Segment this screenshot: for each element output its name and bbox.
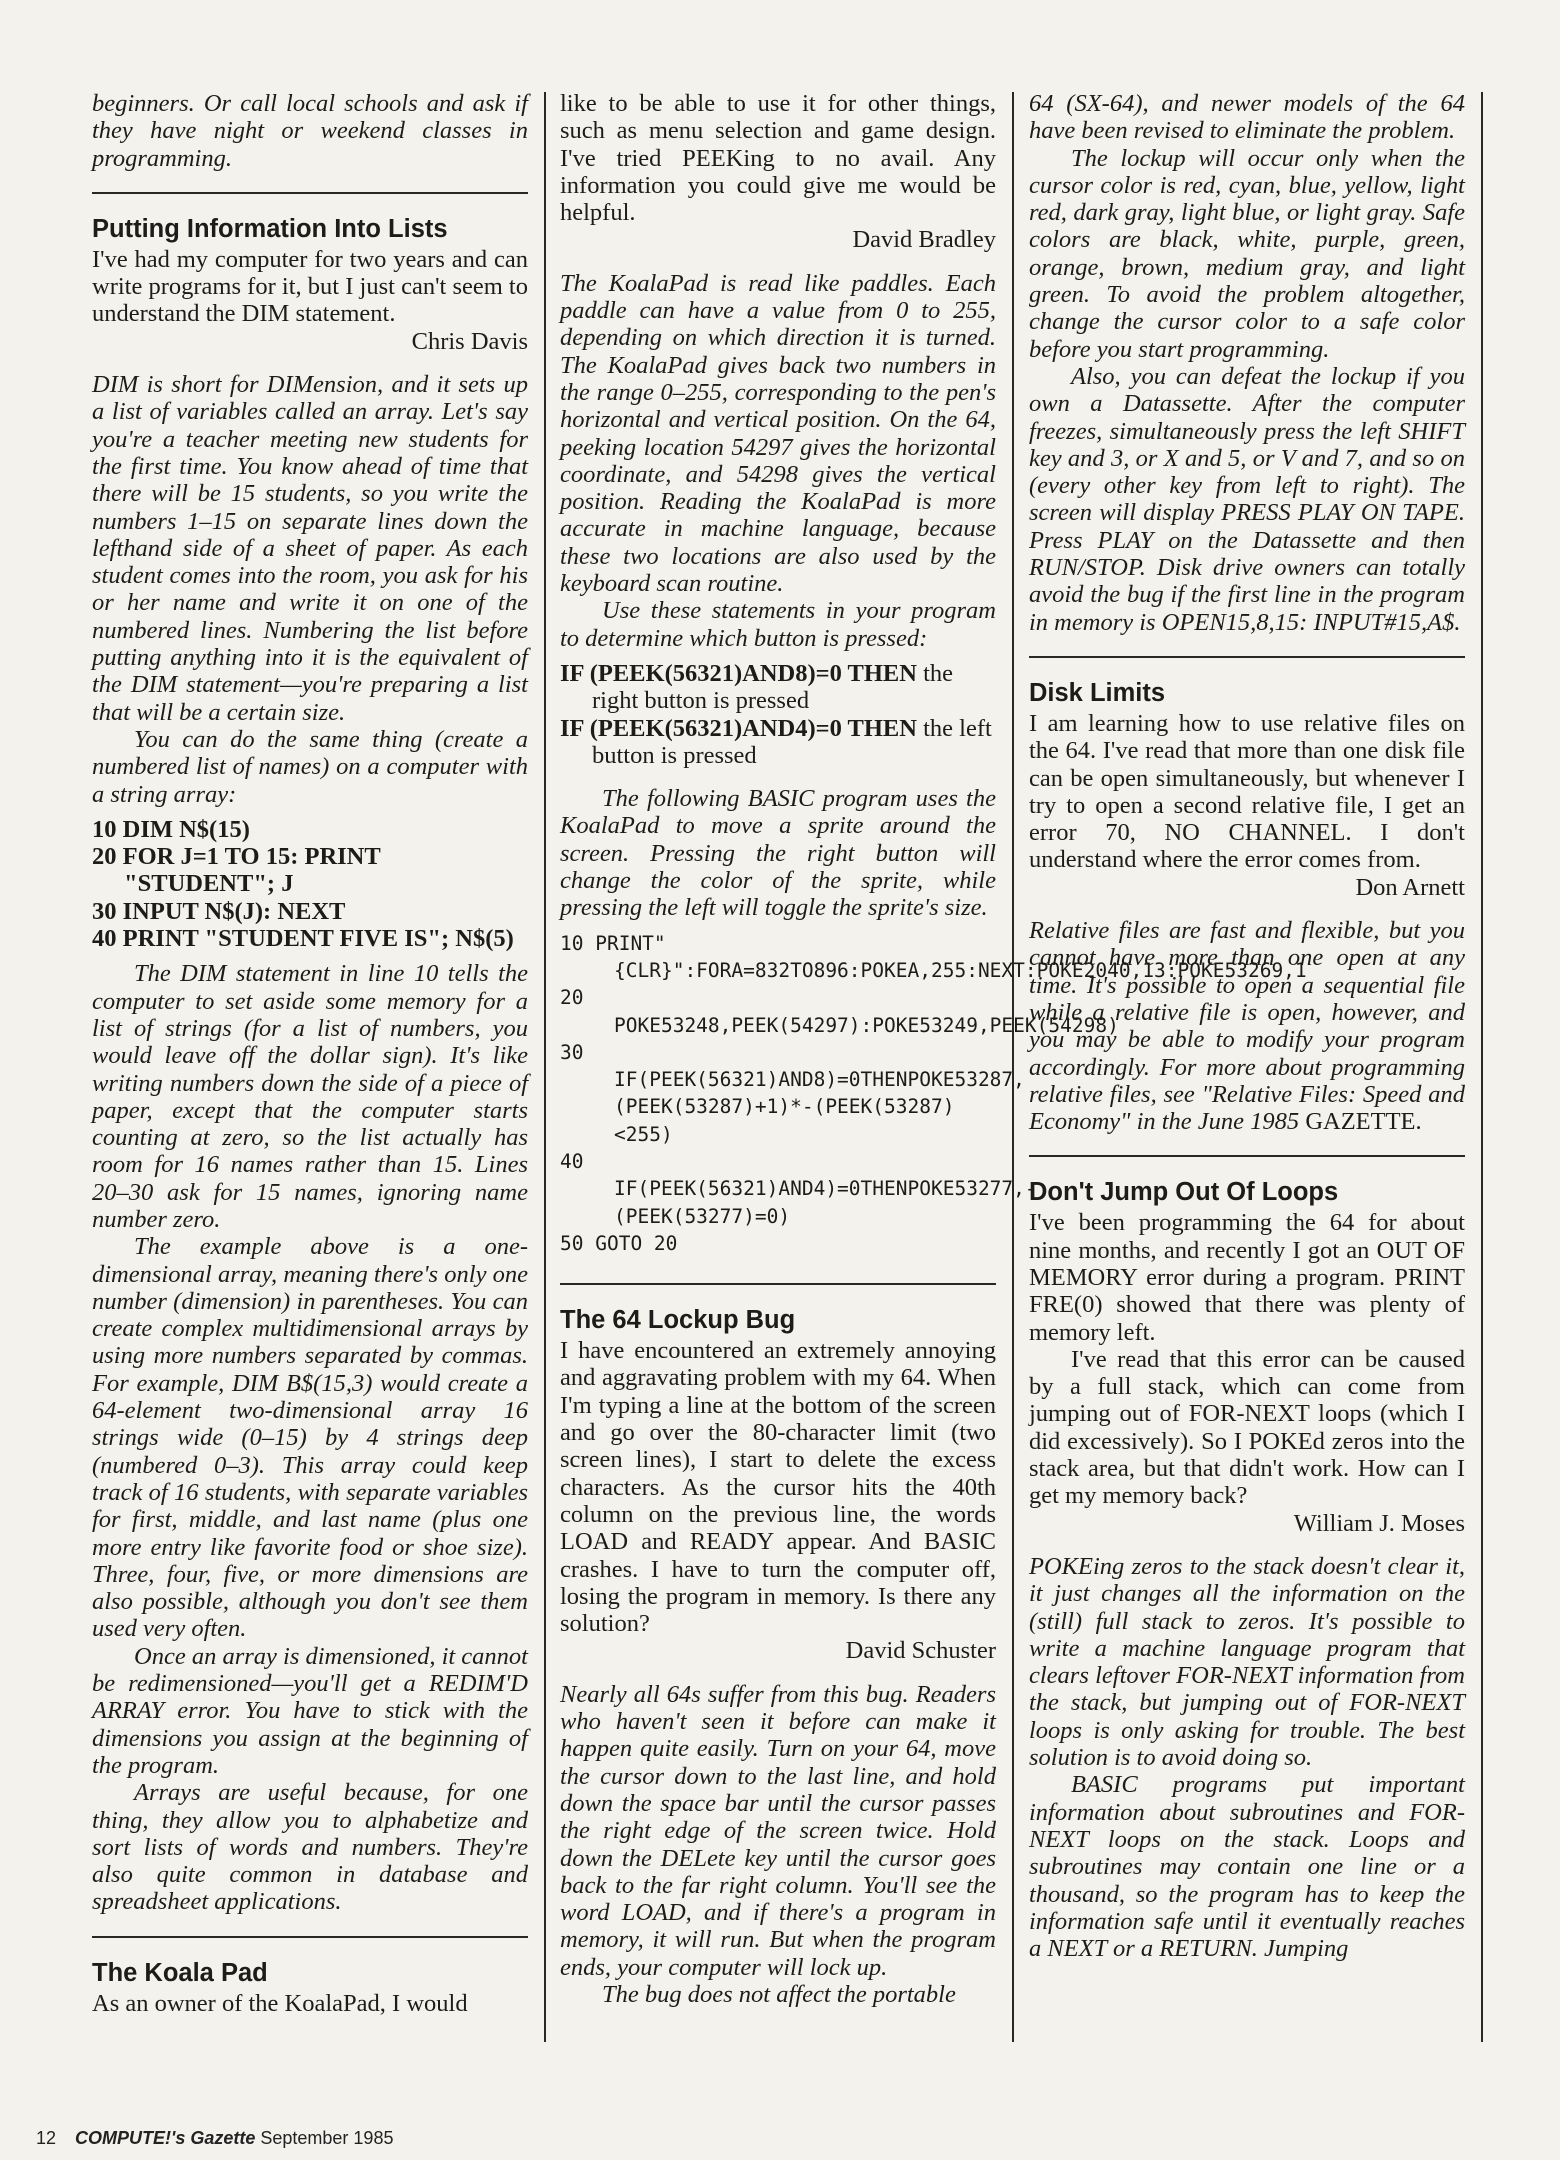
listing-line: 10 PRINT"{CLR}":FORA=832TO896:POKEA,255:NEXT:POKE2040,13:POKE53269,1 — [560, 931, 1307, 982]
section-divider — [560, 1283, 996, 1285]
letter-signature: Chris Davis — [411, 327, 528, 355]
answer-paragraph: The lockup will occur only when the cursor color is red, cyan, blue, yellow, light red, dark gray, light blue, or light gray. Safe colors are black, white, purple, green, orange, brown, medium gray, and light green. To avoid the problem altogether, change the cursor color to a safe color before you start programming. — [1029, 144, 1465, 363]
section-divider — [1029, 1155, 1465, 1157]
section-title-dont-jump-out-of-loops: Don't Jump Out Of Loops — [1029, 1178, 1339, 1207]
answer-paragraph: Relative files are fast and flexible, but you cannot have more than one open at any time. It's possible to open a sequential file while a relative file is open, however, and you may be able to modify your program accordingly. For more about programming relative files, see "Relative Files: Speed and Economy" in the June 1985 GAZETTE. — [1029, 917, 1465, 1136]
answer-paragraph: The example above is a one-dimensional array, meaning there's only one number (dimension) in parentheses. You can create complex multidimensional arrays by using more numbers separated by commas. For example, DIM B$(15,3) would create a 64-element two-dimensional array 16 strings wide (0–15) by 4 strings deep (numbered 0–3). This array could keep track of 16 students, with separate variables for first, middle, and last name (plus one more entry like favorite food or shoe size). Three, four, five, or more dimensions are also possible, although you don't see them used very often. — [92, 1233, 528, 1643]
letter-signature: Don Arnett — [1355, 873, 1465, 901]
reader-letter: I have encountered an extremely annoying and aggravating problem with my 64. When I'm typing a line at the bottom of the screen and go over the 80-character limit (two screen lines), I start to delete the excess characters. As the cursor hits the 40th column on the previous line, the words LOAD and READY appear. And BASIC crashes. I have to turn the computer off, losing the program in memory. Is there any solution? — [560, 1337, 996, 1638]
code-line: 40 PRINT "STUDENT FIVE IS"; N$(5) — [92, 925, 514, 953]
answer-paragraph: POKEing zeros to the stack doesn't clear it, it just changes all the information on the (still) full stack to zeros. It's possible to write a machine language program that clears leftover FOR-NEXT information from the stack, but jumping out of FOR-NEXT loops is only asking for trouble. The best solution is to avoid doing so. — [1029, 1552, 1465, 1772]
answer-paragraph: The following BASIC program uses the KoalaPad to move a sprite around the screen. Pressing the right button will change the color of the sprite, while pressing the left will toggle the sprite's size. — [560, 785, 996, 922]
answer-paragraph: The bug does not affect the portable — [602, 1981, 956, 2008]
letter-signature: David Bradley — [852, 226, 996, 254]
reader-letter: I've read that this error can be caused by a full stack, which can come from jumping out of FOR-NEXT loops (which I did excessively). So I POKEd zeros into the stack area, but that didn't work. How can I get my memory back? — [1029, 1345, 1465, 1510]
listing-line: 40 IF(PEEK(56321)AND4)=0THENPOKE53277,-(PEEK(53277)=0) — [560, 1149, 1037, 1228]
answer-paragraph: Arrays are useful because, for one thing, they allow you to alphabetize and sort lists of words and numbers. They're also quite common in database and spreadsheet applications. — [92, 1779, 528, 1916]
answer-paragraph: The KoalaPad is read like paddles. Each paddle can have a value from 0 to 255, depending on which direction it is turned. The KoalaPad gives back two numbers in the range 0–255, corresponding to the pen's horizontal and vertical position. On the 64, peeking location 54297 gives the horizontal coordinate, and 54298 gives the vertical position. Reading the KoalaPad is more accurate in machine language, because these two locations are also used by the keyboard scan routine. — [560, 269, 996, 598]
code-line: 30 INPUT N$(J): NEXT — [92, 897, 346, 925]
magazine-title: COMPUTE!'s Gazette — [75, 2128, 256, 2148]
page-footer — [36, 2128, 393, 2149]
code-line: 20 FOR J=1 TO 15: PRINT "STUDENT"; J — [92, 843, 381, 898]
answer-paragraph: 64 (SX-64), and newer models of the 64 have been revised to eliminate the problem. — [1029, 90, 1465, 145]
section-divider — [92, 192, 528, 194]
answer-paragraph: DIM is short for DIMension, and it sets up a list of variables called an array. Let's say you're a teacher meeting new students for the first time. You know ahead of time that there will be 15 students, so you write the numbers 1–15 on separate lines down the lefthand side of a sheet of paper. As each student comes into the room, you ask for his or her name and write it on one of the numbered lines. Numbering the list before putting anything into it is the equivalent of the DIM statement—you're preparing a list that will be a certain size. — [92, 371, 528, 726]
column-3 — [1029, 90, 1465, 2050]
code-statement-right-button: IF (PEEK(56321)AND8)=0 THEN the right button is pressed — [560, 659, 954, 715]
answer-paragraph: BASIC programs put important information about subroutines and FOR-NEXT loops on the stack. Loops and subroutines may contain one line or a thousand, so the program has to keep the information safe until it eventually reaches a NEXT or a RETURN. Jumping — [1029, 1771, 1465, 1963]
reader-letter: I've been programming the 64 for about nine months, and recently I got an OUT OF MEMORY error during a program. PRINT FRE(0) showed that there was plenty of memory left. — [1029, 1209, 1465, 1346]
reader-letter: I am learning how to use relative files on the 64. I've read that more than one disk file can be open simultaneously, but whenever I try to open a second relative file, I get an error 70, NO CHANNEL. I don't understand where the error comes from. — [1029, 709, 1465, 874]
section-divider — [1029, 656, 1465, 658]
section-title-putting-information: Putting Information Into Lists — [92, 214, 448, 243]
letter-signature: David Schuster — [845, 1637, 996, 1665]
section-title-disk-limits: Disk Limits — [1029, 678, 1166, 707]
magazine-name: GAZETTE. — [1305, 1108, 1422, 1136]
answer-paragraph: Use these statements in your program to determine which button is pressed: — [560, 597, 996, 652]
reader-letter: like to be able to use it for other things, such as menu selection and game design. I've tried PEEKing to no avail. Any information you could give me would be helpful. — [560, 90, 996, 227]
page-number: 12 — [36, 2128, 57, 2148]
answer-paragraph: Once an array is dimensioned, it cannot be redimensioned—you'll get a REDIM'D ARRAY error. You have to stick with the dimensions you assign at the beginning of the program. — [92, 1642, 528, 1779]
section-divider — [92, 1936, 528, 1938]
intro-answer-continuation: beginners. Or call local schools and ask if they have night or weekend classes in programming. — [92, 90, 528, 172]
letter-signature: William J. Moses — [1293, 1509, 1465, 1537]
reader-letter: I've had my computer for two years and can write programs for it, but I just can't seem to understand the DIM statement. — [92, 245, 528, 328]
section-title-lockup-bug: The 64 Lockup Bug — [560, 1306, 796, 1335]
answer-paragraph: The DIM statement in line 10 tells the computer to set aside some memory for a list of strings (for a list of numbers, you would leave off the dollar sign). It's like writing numbers down the side of a piece of paper, except that the computer starts counting at zero, so the list actually has room for 16 names rather than 15. Lines 20–30 ask for 15 names, ignoring name number zero. — [92, 960, 528, 1233]
column-rule-right — [1481, 92, 1483, 2042]
listing-line: 20 POKE53248,PEEK(54297):POKE53249,PEEK(54298) — [560, 986, 1119, 1037]
listing-line: 50 GOTO 20 — [560, 1231, 678, 1255]
code-line: 10 DIM N$(15) — [92, 815, 250, 843]
code-statement-left-button: IF (PEEK(56321)AND4)=0 THEN the left button is pressed — [560, 714, 992, 769]
answer-paragraph: Nearly all 64s suffer from this bug. Readers who haven't seen it before can make it happen quite easily. Turn on your 64, move the cursor down to the last line, and hold down the space bar until the cursor passes the right edge of the screen twice. Hold down the DELete key until the cursor goes back to the far right column. You'll see the word LOAD, and if there's a program in memory, it will run. But when the program ends, your computer will lock up. — [560, 1680, 996, 1981]
column-1 — [92, 90, 528, 2050]
code-listing-dim — [92, 816, 528, 952]
listing-line: 30 IF(PEEK(56321)AND8)=0THENPOKE53287,(PEEK(53287)+1)*-(PEEK(53287)<255) — [560, 1040, 1025, 1146]
reader-letter: As an owner of the KoalaPad, I would — [92, 1989, 468, 2017]
answer-paragraph: You can do the same thing (create a numbered list of names) on a computer with a string array: — [92, 725, 528, 808]
issue-date: September 1985 — [260, 2128, 394, 2148]
answer-paragraph: Also, you can defeat the lockup if you own a Datassette. After the computer freezes, simultaneously press the left SHIFT key and 3, or X and 5, or V and 7, and so on (every other key from left to right). The screen will display PRESS PLAY ON TAPE. Press PLAY on the Datassette and then RUN/STOP. Disk drive owners can totally avoid the bug if the first line in the program in memory is OPEN15,8,15: INPUT#15,A$. — [1029, 362, 1465, 636]
section-title-koala-pad: The Koala Pad — [92, 1958, 268, 1987]
column-rule-left — [544, 92, 546, 2042]
